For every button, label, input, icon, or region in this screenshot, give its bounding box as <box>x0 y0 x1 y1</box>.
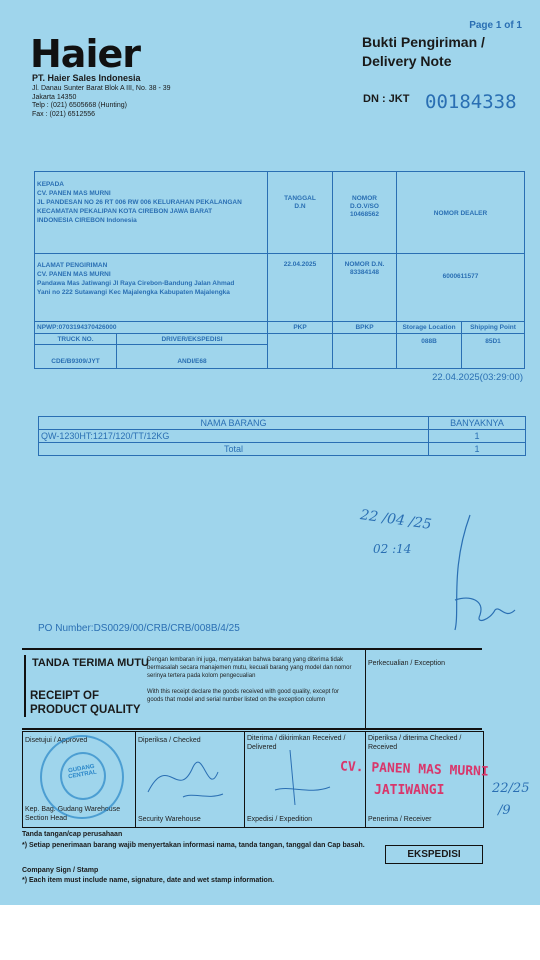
company-name: PT. Haier Sales Indonesia <box>32 73 141 83</box>
nomor-dn-value: 83384148 <box>350 269 379 276</box>
kepada-line: JL PANDESAN NO 26 RT 006 RW 006 KELURAHAN PEKALANGAN <box>37 199 242 206</box>
storage-label: Storage Location <box>402 324 456 331</box>
address-line: Jakarta 14350 <box>32 93 77 101</box>
customer-stamp-line1: CV. PANEN MAS MURNI <box>339 759 489 780</box>
driver-label: DRIVER/EKSPEDISI <box>161 336 223 343</box>
kepada-line: KECAMATAN PEKALIPAN KOTA CIREBON JAWA BARAT <box>37 208 213 215</box>
nomor-value: 10468562 <box>350 211 379 218</box>
receiver-label: Penerima / Receiver <box>368 816 432 823</box>
exception-label: Perkecualian / Exception <box>368 660 446 667</box>
warehouse-head-label: Kep. Bag. Gudang Warehouse Section Head <box>25 806 121 822</box>
bpkp-label: BPKP <box>355 324 374 331</box>
expedition-label: Expedisi / Expedition <box>247 816 312 823</box>
nomor-dn <box>333 261 396 277</box>
title-line-1: Bukti Pengiriman / <box>362 34 485 50</box>
nomor-dn-label: NOMOR D.N. <box>344 261 385 268</box>
nomor-sub: D.O.V/SO <box>350 203 379 210</box>
handwritten-time: 02 :14 <box>373 542 412 556</box>
alamat-block <box>37 261 234 297</box>
table-row <box>39 430 526 443</box>
company-address <box>32 85 171 119</box>
signature-scribble-expedition <box>260 745 340 815</box>
security-label: Security Warehouse <box>138 816 201 823</box>
signature-scribble-checked <box>138 742 238 812</box>
title-line-2: Delivery Note <box>362 53 452 69</box>
address-line: Fax : (021) 6512556 <box>32 110 96 118</box>
shipping-value: 85D1 <box>485 338 501 345</box>
col-qty-header: BANYAKNYA <box>429 417 526 430</box>
alamat-line: CV. PANEN MAS MURNI <box>37 271 111 278</box>
npwp: NPWP:0703194370426000 <box>37 324 117 331</box>
kepada-line: INDONESIA CIREBON Indonesia <box>37 217 137 224</box>
kepada-block <box>37 180 242 225</box>
approved-label: Disetujui / Approved <box>25 737 88 744</box>
sign-en-text: *) Each item must include name, signature, date and wet stamp information. <box>22 877 275 884</box>
handwritten-right-sub: /9 <box>498 803 511 818</box>
received-label: Diterima / dikirimkan Received / Delivered <box>247 735 346 751</box>
total-value: 1 <box>429 443 526 456</box>
total-label: Total <box>39 443 429 456</box>
copy-label: EKSPEDISI <box>385 845 483 864</box>
address-line: Jl. Danau Sunter Barat Blok A III, No. 38 - 39 <box>32 85 171 92</box>
item-name: QW-1230HT:1217/120/TT/12KG <box>39 430 429 443</box>
sign-en-title: Company Sign / Stamp <box>22 867 99 874</box>
shipping-label: Shipping Point <box>470 324 516 331</box>
stamp-center-text: GUDANG CENTRAL <box>67 763 98 781</box>
col-name-header: NAMA BARANG <box>39 417 429 430</box>
tanggal-value: 22.04.2025 <box>283 261 317 268</box>
checked-label: Diperiksa / Checked <box>138 737 201 744</box>
nomor-header <box>333 195 396 219</box>
items-header-row <box>39 417 526 430</box>
receipt-id-title: TANDA TERIMA MUTU <box>32 657 149 669</box>
dn-prefix: JKT <box>388 93 410 105</box>
signature-scribble-top <box>440 510 520 640</box>
page-number: Page 1 of 1 <box>469 20 522 31</box>
tanggal-header <box>268 195 332 211</box>
dn-label-text: DN : <box>363 93 386 105</box>
pkp-label: PKP <box>293 324 307 331</box>
items-table <box>38 416 526 456</box>
tanggal-sub: D.N <box>294 203 306 210</box>
nomor-label: NOMOR <box>352 195 377 202</box>
receipt-en-text: With this receipt declare the goods received with good quality, except for goods that model and serial number listed on the exception column <box>147 689 339 703</box>
receipt-id-text: Dengan lembaran ini juga, menyatakan bahwa barang yang diterima tidak bermasalah secara manajemen mutu, kecuali barang yang model dan nomor serinya tertera pada kolom pengecualian <box>147 657 352 679</box>
address-line: Telp : (021) 6505668 (Hunting) <box>32 102 127 109</box>
haier-logo: Haier <box>30 32 140 76</box>
driver-value: ANDI/E68 <box>177 358 207 365</box>
truck-label: TRUCK NO. <box>57 336 94 343</box>
sign-id-text: *) Setiap penerimaan barang wajib menyertakan informasi nama, tanda tangan, tanggal dan Cap basah. <box>22 842 365 849</box>
customer-stamp-line2: JATIWANGI <box>374 783 445 798</box>
truck-value: CDE/B9309/JYT <box>51 358 100 365</box>
handwritten-date: 22 /04 /25 <box>359 507 433 533</box>
po-number: PO Number:DS0029/00/CRB/CRB/008B/4/25 <box>38 623 240 634</box>
kepada-line: CV. PANEN MAS MURNI <box>37 190 111 197</box>
alamat-line: Pandawa Mas Jatiwangi Jl Raya Cirebon-Bandung Jalan Ahmad <box>37 280 235 287</box>
dealer-value: 6000611577 <box>442 273 479 280</box>
document-title <box>362 33 485 71</box>
alamat-label: ALAMAT PENGIRIMAN <box>37 262 108 269</box>
kepada-label: KEPADA <box>37 181 64 188</box>
item-qty: 1 <box>429 430 526 443</box>
dealer-header: NOMOR DEALER <box>433 210 488 217</box>
handwritten-right-date: 22/25 <box>492 781 530 796</box>
storage-value: 088B <box>421 338 437 345</box>
receipt-en-title: RECEIPT OF PRODUCT QUALITY <box>30 690 141 716</box>
checked-received-label: Diperiksa / diterima Checked / Received <box>368 735 462 751</box>
print-timestamp: 22.04.2025(03:29:00) <box>432 372 523 383</box>
dn-number: 00184338 <box>425 91 517 113</box>
total-row <box>39 443 526 456</box>
sign-id-title: Tanda tangan/cap perusahaan <box>22 831 123 838</box>
alamat-line: Yani no 222 Sutawangi Kec Majalengka Kabupaten Majalengka <box>37 289 230 296</box>
tanggal-label: TANGGAL <box>284 195 316 202</box>
dn-label <box>363 93 409 105</box>
